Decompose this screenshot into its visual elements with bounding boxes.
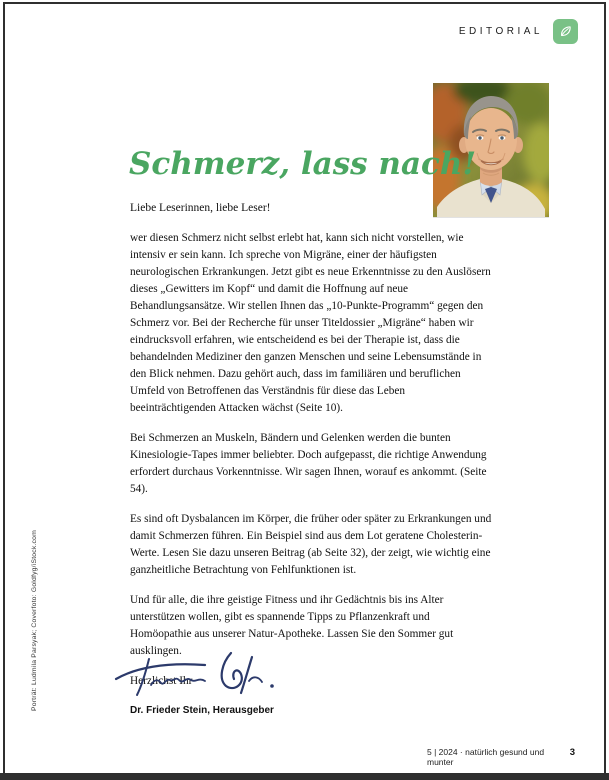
paragraph-kinesiology-tapes: Bei Schmerzen an Muskeln, Bändern und Gelenken werden die bunten Kinesiologie-Tapes immer beliebter. Doch aufgepasst, die richtige Anwendung erfordert durchaus Vorkenntnisse. Wir sagen Ihnen, worauf es ankommt. (Seite 54). [130, 432, 487, 495]
photo-credits-vertical: Porträt: Ludmila Parsyak; Coverfoto: Goldfyg/iStock.com [31, 530, 38, 711]
footer-issue-label: 5 | 2024 · natürlich gesund und munter [427, 747, 545, 767]
page-bottom-bar [0, 773, 609, 780]
paragraph-cholesterol: Es sind oft Dysbalancen im Körper, die früher oder später zu Erkrankungen und damit Schmerzen führen. Ein Beispiel sind aus dem Lot geratene Cholesterin-Werte. Lesen Sie dazu unseren Beitrag (ab Seite 32), der zeigt, wie wichtig eine ganzheitliche Betrachtung von Fehlfunktionen ist. [130, 513, 492, 576]
page-footer [427, 747, 575, 767]
page-title: Schmerz, lass nach! [129, 146, 477, 182]
signature-handwriting [113, 645, 278, 703]
section-label: EDITORIAL [458, 26, 543, 37]
closing-line: Herzlichst Ihr [130, 675, 193, 687]
leaf-icon [553, 19, 578, 44]
footer-page-number: 3 [569, 747, 575, 758]
editorial-body [130, 230, 493, 703]
signature-caption: Dr. Frieder Stein, Herausgeber [130, 705, 274, 716]
greeting-line: Liebe Leserinnen, liebe Leser! [130, 202, 271, 214]
paragraph-migraine: wer diesen Schmerz nicht selbst erlebt hat, kann sich nicht vorstellen, wie intensiv er sein kann. Ich spreche von Migräne, einer der häufigsten neurologischen Erkrankungen. Jetzt gibt es neue Erkenntnisse zu den Auslösern dieses „Gewitters im Kopf“ und damit die Hoffnung auf neue Behandlungsansätze. Wir stellen Ihnen das „10-Punkte-Programm“ gegen den Schmerz vor. Bei der Recherche für unser Titeldossier „Migräne“ haben wir eindrucksvoll erfahren, wie entscheidend es bei der Therapie ist, dass die behandelnden Mediziner den ganzen Menschen und seine Lebensumstände in den Blick nehmen. Dazu gehört auch, dass im familiären und beruflichen Umfeld von Betroffenen das Verständnis für diese das Leben beeinträchtigenden Attacken wächst (Seite 10). [130, 232, 491, 414]
page-header [459, 19, 578, 44]
paragraph-nature-pharmacy: Und für alle, die ihre geistige Fitness und ihr Gedächtnis bis ins Alter unterstützen wollen, gibt es spannende Tipps zu Pflanzenkraft und Homöopathie aus unserer Natur-Apotheke. Lassen Sie den Sommer gut ausklingen. [130, 594, 454, 657]
